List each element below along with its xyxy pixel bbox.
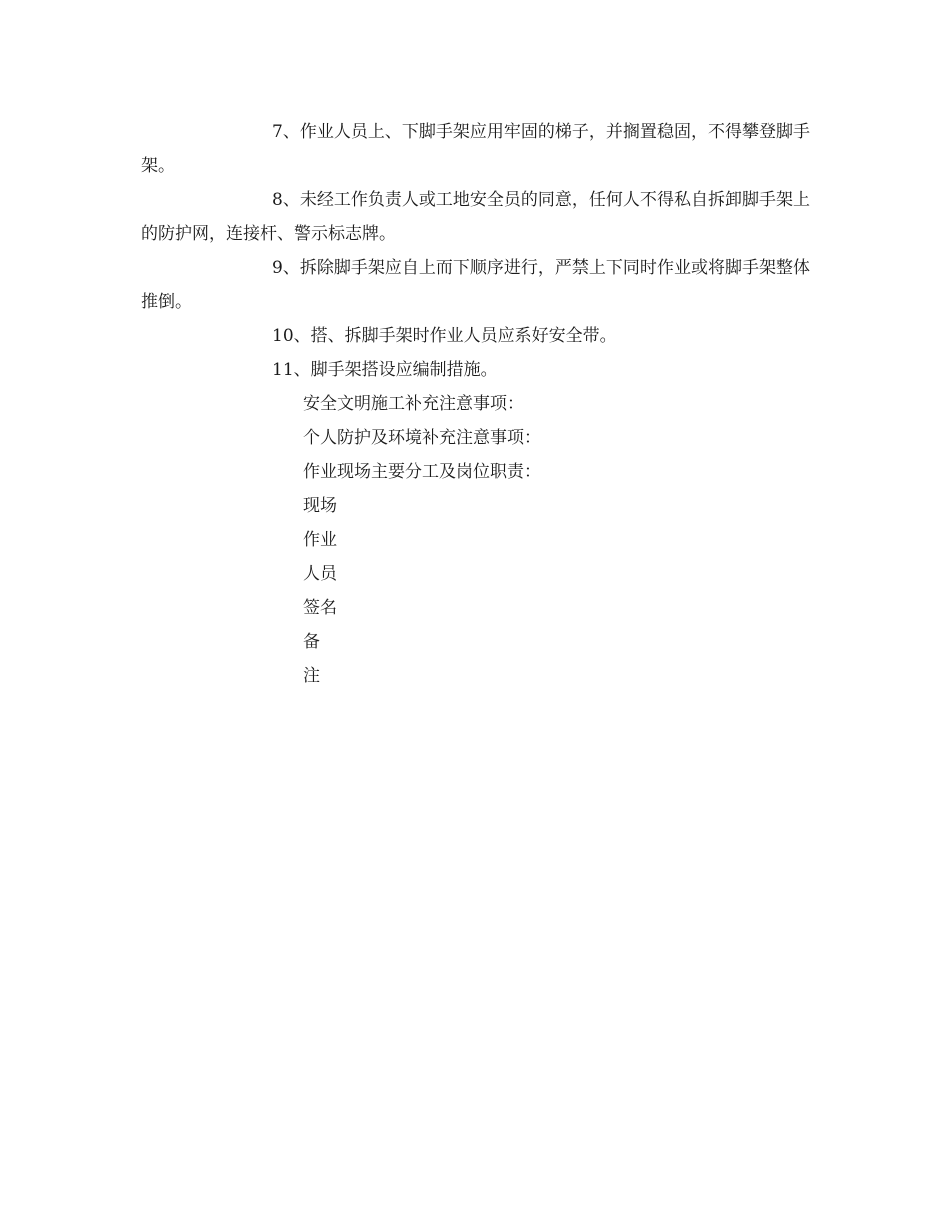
rule-item-11: 11、脚手架搭设应编制措施。 bbox=[272, 360, 498, 380]
rule-item-7: 7、作业人员上、下脚手架应用牢固的梯子，并搁置稳固，不得攀登脚手架。 bbox=[141, 122, 810, 176]
signature-label-line-2: 作业 bbox=[303, 530, 337, 550]
division-of-duties-label: 作业现场主要分工及岗位职责： bbox=[303, 462, 541, 482]
remarks-label-line-1: 备 bbox=[303, 632, 320, 652]
signature-label-line-4: 签名 bbox=[303, 598, 337, 618]
rule-item-10: 10、搭、拆脚手架时作业人员应系好安全带。 bbox=[272, 326, 617, 346]
safety-civilized-supplement-label: 安全文明施工补充注意事项： bbox=[303, 394, 524, 414]
rule-item-9: 9、拆除脚手架应自上而下顺序进行，严禁上下同时作业或将脚手架整体推倒。 bbox=[141, 258, 810, 312]
rule-item-8: 8、未经工作负责人或工地安全员的同意，任何人不得私自拆卸脚手架上的防护网，连接杆、警示标志牌。 bbox=[141, 190, 810, 244]
document-body bbox=[141, 115, 810, 693]
remarks-label-line-2: 注 bbox=[303, 666, 320, 686]
signature-label-line-1: 现场 bbox=[303, 496, 337, 516]
signature-label-line-3: 人员 bbox=[303, 564, 337, 584]
personal-protection-supplement-label: 个人防护及环境补充注意事项： bbox=[303, 428, 541, 448]
